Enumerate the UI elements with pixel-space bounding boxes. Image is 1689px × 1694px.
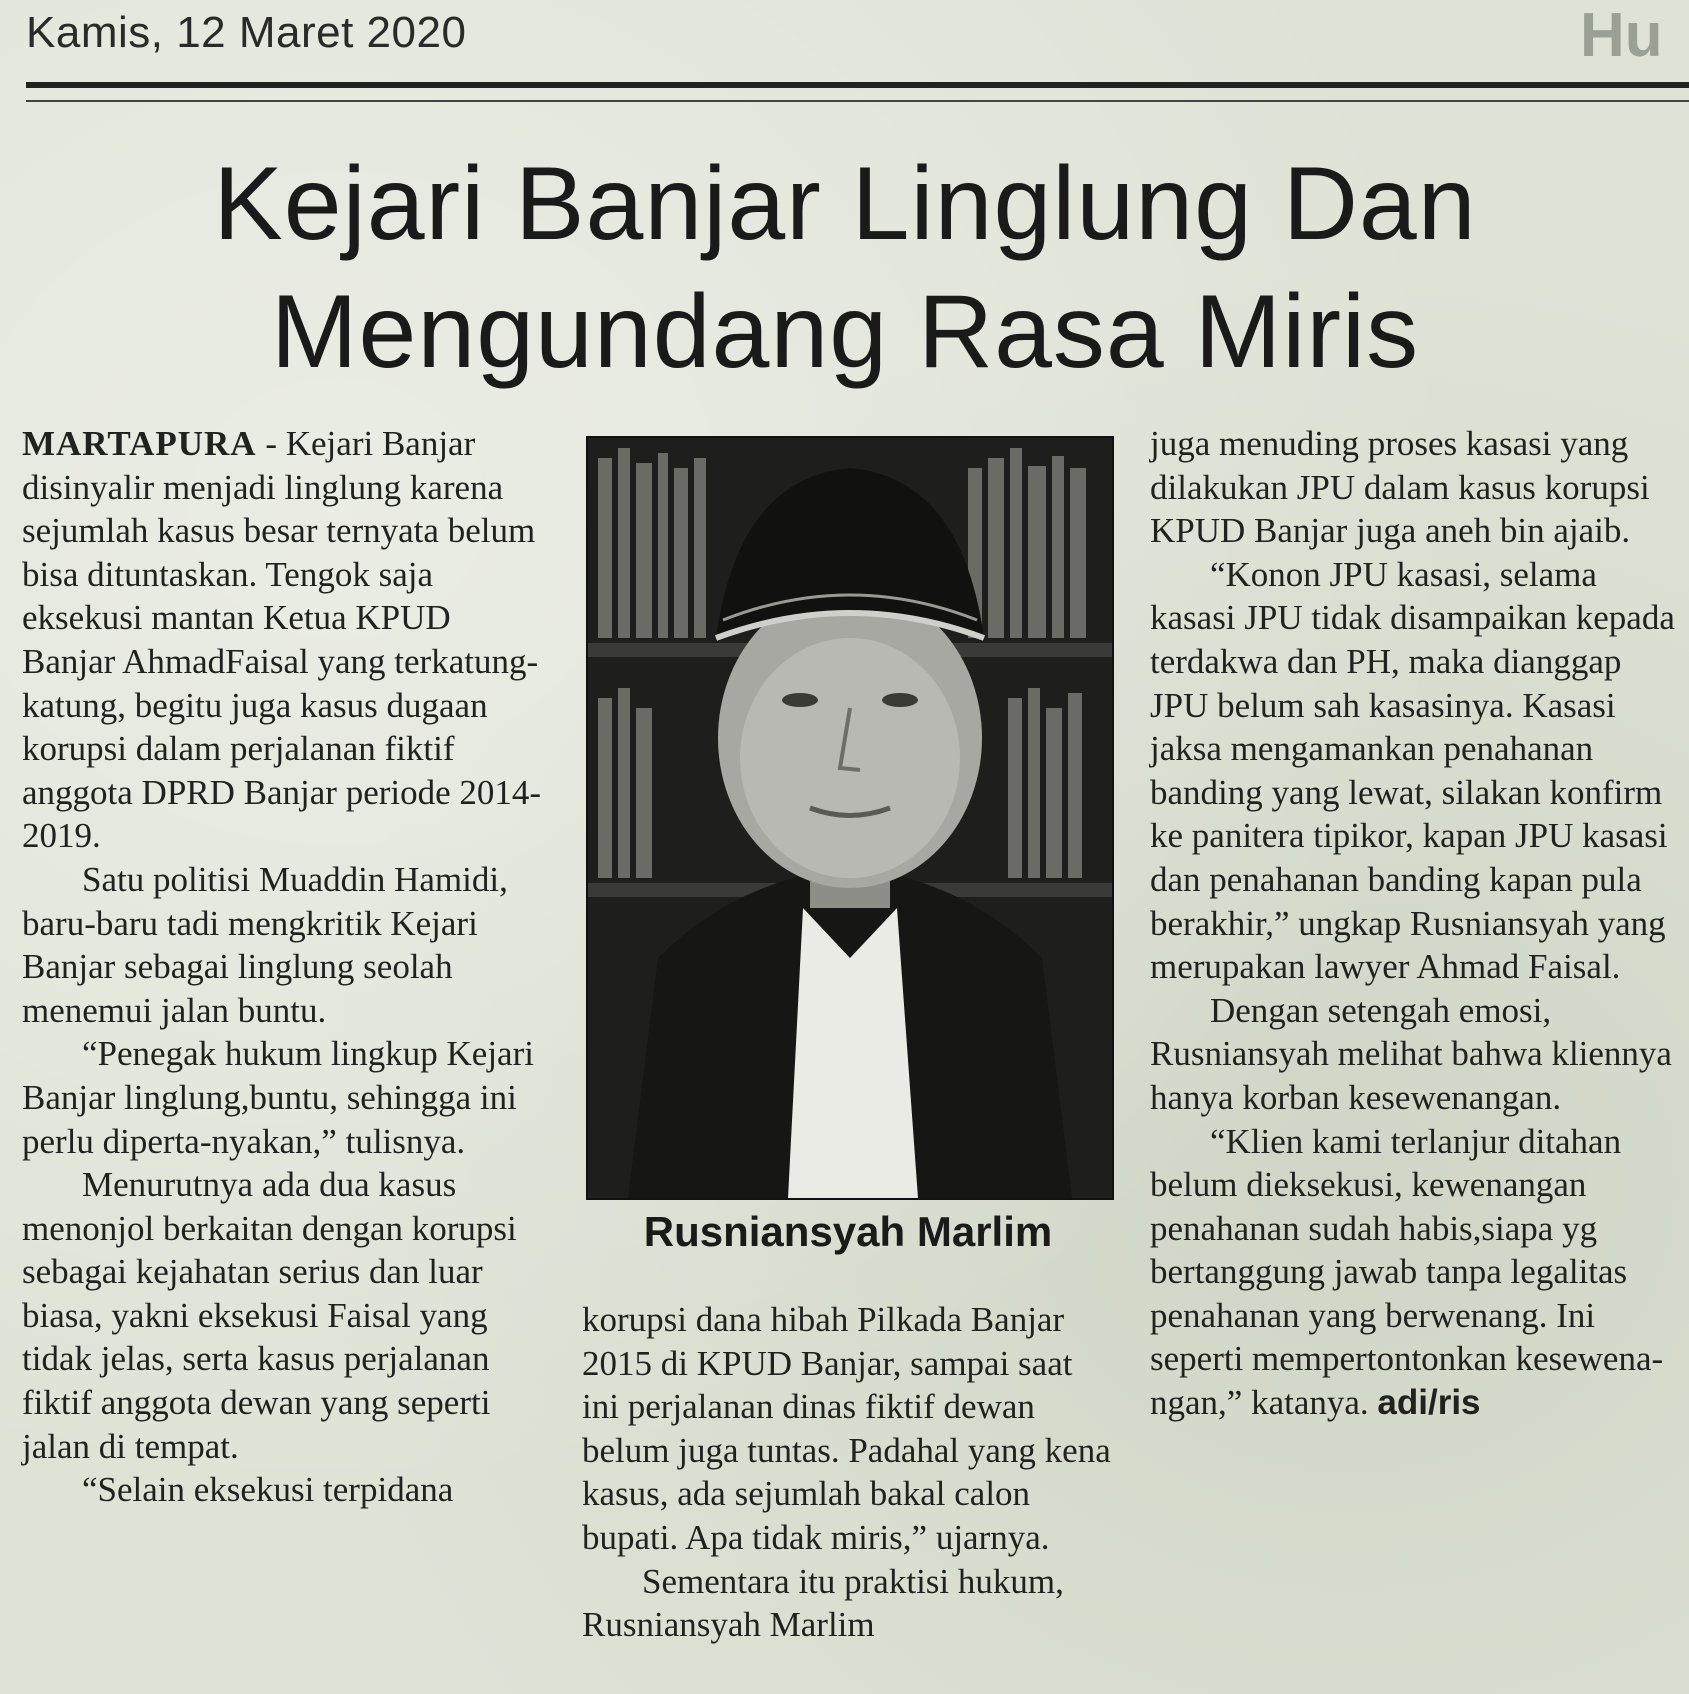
issue-date: Kamis, 12 Maret 2020 — [26, 8, 467, 57]
paragraph: “Selain eksekusi terpidana — [82, 1470, 454, 1510]
dateline-place: MARTAPURA — [22, 424, 257, 463]
section-fragment: Hu — [1580, 1, 1663, 70]
article-column-2 — [582, 1298, 1112, 1647]
header-rule — [26, 82, 1689, 88]
paragraph — [22, 422, 552, 858]
article-column-3 — [1150, 422, 1680, 1425]
paragraph: juga menuding proses kasasi yang dilakukan JPU dalam kasus korupsi KPUD Banjar juga aneh bin ajaib. — [1150, 424, 1650, 551]
paragraph: korupsi dana hibah Pilkada Banjar 2015 di KPUD Banjar, sampai saat ini perjalanan dinas fiktif dewan belum juga tuntas. Padahal yang kena kasus, ada sejumlah bakal calon bupati. Apa tidak miris,” ujarnya. — [582, 1300, 1111, 1557]
header-rule-thin — [26, 100, 1689, 102]
portrait-illustration — [588, 438, 1112, 1198]
paragraph: Dengan setengah emosi, Rusniansyah melihat bahwa kliennya hanya korban kesewenangan. — [1150, 990, 1672, 1117]
paragraph: Sementara itu praktisi hukum, Rusniansyah Marlim — [582, 1561, 1064, 1645]
article-column-1 — [22, 422, 552, 1512]
portrait-photo — [586, 436, 1114, 1200]
paragraph-text: - Kejari Banjar disinyalir menjadi linglung karena sejumlah kasus besar ternyata belum bisa dituntaskan. Tengok saja eksekusi mantan Ketua KPUD Banjar AhmadFaisal yang terkatung-katung, begitu juga kasus dugaan korupsi dalam perjalanan fiktif anggota DPRD Banjar periode 2014-2019. — [22, 424, 542, 856]
paragraph: Satu politisi Muaddin Hamidi, baru-baru tadi mengkritik Kejari Banjar sebagai linglung seolah menemui jalan buntu. — [22, 859, 508, 1030]
paragraph — [1150, 1120, 1680, 1425]
paragraph: Menurutnya ada dua kasus menonjol berkaitan dengan korupsi sebagai kejahatan serius dan luar biasa, yakni eksekusi Faisal yang tidak jelas, serta kasus perjalanan fiktif anggota dewan yang seperti jalan di tempat. — [22, 1165, 517, 1466]
paragraph: “Penegak hukum lingkup Kejari Banjar linglung,buntu, sehingga ini perlu diperta-nyakan,” tulisnya. — [22, 1034, 534, 1161]
paragraph: “Konon JPU kasasi, selama kasasi JPU tidak disampaikan kepada terdakwa dan PH, maka dianggap JPU belum sah kasasinya. Kasasi jaksa mengamankan penahanan banding yang lewat, silakan konfirm ke panitera tipikor, kapan JPU kasasi dan penahanan banding kapan pula berakhir,” ungkap Rusniansyah yang merupakan lawyer Ahmad Faisal. — [1150, 554, 1675, 987]
headline-line-1: Kejari Banjar Linglung Dan — [213, 146, 1477, 262]
byline: adi/ris — [1377, 1383, 1481, 1423]
headline-line-2: Mengundang Rasa Miris — [270, 274, 1420, 390]
paragraph-text: “Klien kami terlanjur ditahan belum dieksekusi, kewenangan penahanan sudah habis,siapa yg bertanggung jawab tanpa legalitas penahanan yang berwenang. Ini seperti mempertontonkan kesewena-ngan,” katanya. — [1150, 1121, 1664, 1423]
photo-caption: Rusniansyah Marlim — [643, 1208, 1053, 1255]
article-headline — [40, 140, 1650, 396]
